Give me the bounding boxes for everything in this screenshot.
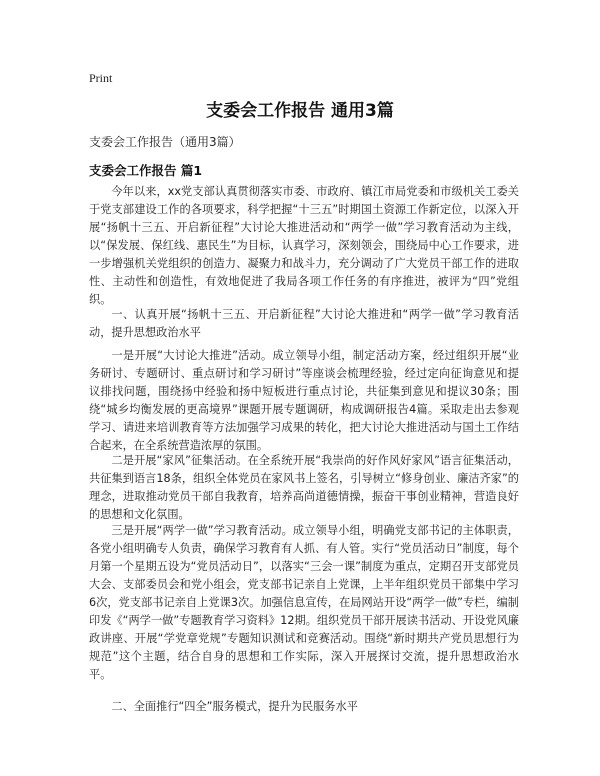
paragraph-discussion: 一是开展“大讨论大推进”活动。成立领导小组，制定活动方案，经过组织开展“业务研讨、专题研讨、重点研讨和学习研讨”等座谈会梳理经验，经过定向征询意见和提议排找问题，围绕扬中经验和扬中短板进行重点讨论，共征集到意见和提议30条；围绕“城乡均衡发展的更高境界”课题开展专题调研，构成调研报告4篇。采取走出去参观学习、请进来培训教育等方法加强学习成果的转化，把大讨论大推进活动与国土工作结合起来，在全系统营造浓厚的氛围。 — [89, 349, 519, 452]
paragraph-study-education: 三是开展“两学一做”学习教育活动。成立领导小组，明确党支部书记的主体职责，各党小组明确专人负责，确保学习教育有人抓、有人管。实行“党员活动日”制度，每个月第一个星期五设为“党员活动日”，以落实“三会一课”制度为重点，定期召开支部党员大会、支部委员会和党小组会，党支部书记亲自上党课，上半年组织党员干部集中学习6次，党支部书记亲自上党课3次。加强信息宣传，在局网站开设“两学一做”专栏，编制印发《“两学一做”专题教育学习资料》12期。组织党员干部开展读书活动、开设党风廉政讲座、开展“学党章党规”专题知识测试和竞赛活动。围绕“新时期共产党员思想行为规范”这个主题，结合自身的思想和工作实际，深入开展探讨交流，提升思想政治水平。 — [89, 524, 519, 681]
paragraph-intro: 今年以来，xx党支部认真贯彻落实市委、市政府、镇江市局党委和市级机关工委关于党支部建设工作的各项要求，科学把握“十三五”时期国土资源工作新定位，以深入开展“扬帆十三五、开启新征程”大讨论大推进活动和“两学一做”学习教育活动为主线，以“保发展、保红线、惠民生”为目标，认真学习，深刻领会，围绕局中心工作要求，进一步增强机关党组织的创造力、凝聚力和战斗力，充分调动了广大党员干部工作的进取性、主动性和创造性，有效地促进了我局各项工作任务的有序推进，被评为“四”党组织。 — [89, 185, 519, 306]
print-link[interactable]: Print — [89, 71, 113, 85]
document-subtitle: 支委会工作报告（通用3篇） — [89, 135, 241, 149]
paragraph-heading-one: 一、认真开展“扬帆十三五、开启新征程”大讨论大推进和“两学一做”学习教育活动，提升思想政治水平 — [89, 308, 519, 339]
page-title: 支委会工作报告 通用3篇 — [206, 101, 394, 121]
section-heading: 支委会工作报告 篇1 — [89, 163, 203, 178]
paragraph-heading-two: 二、全面推行“四全”服务模式，提升为民服务水平 — [111, 700, 358, 713]
paragraph-family-style: 二是开展“家风”征集活动。在全系统开展“我崇尚的好作风好家风”语言征集活动，共征集到语言18条，组织全体党员在家风书上签名，引导树立“修身创业、廉洁齐家”的理念，进取推动党员干部自我教育，培养高尚道德情操，振奋干事创业精神，营造良好的思想和文化氛围。 — [89, 454, 519, 521]
